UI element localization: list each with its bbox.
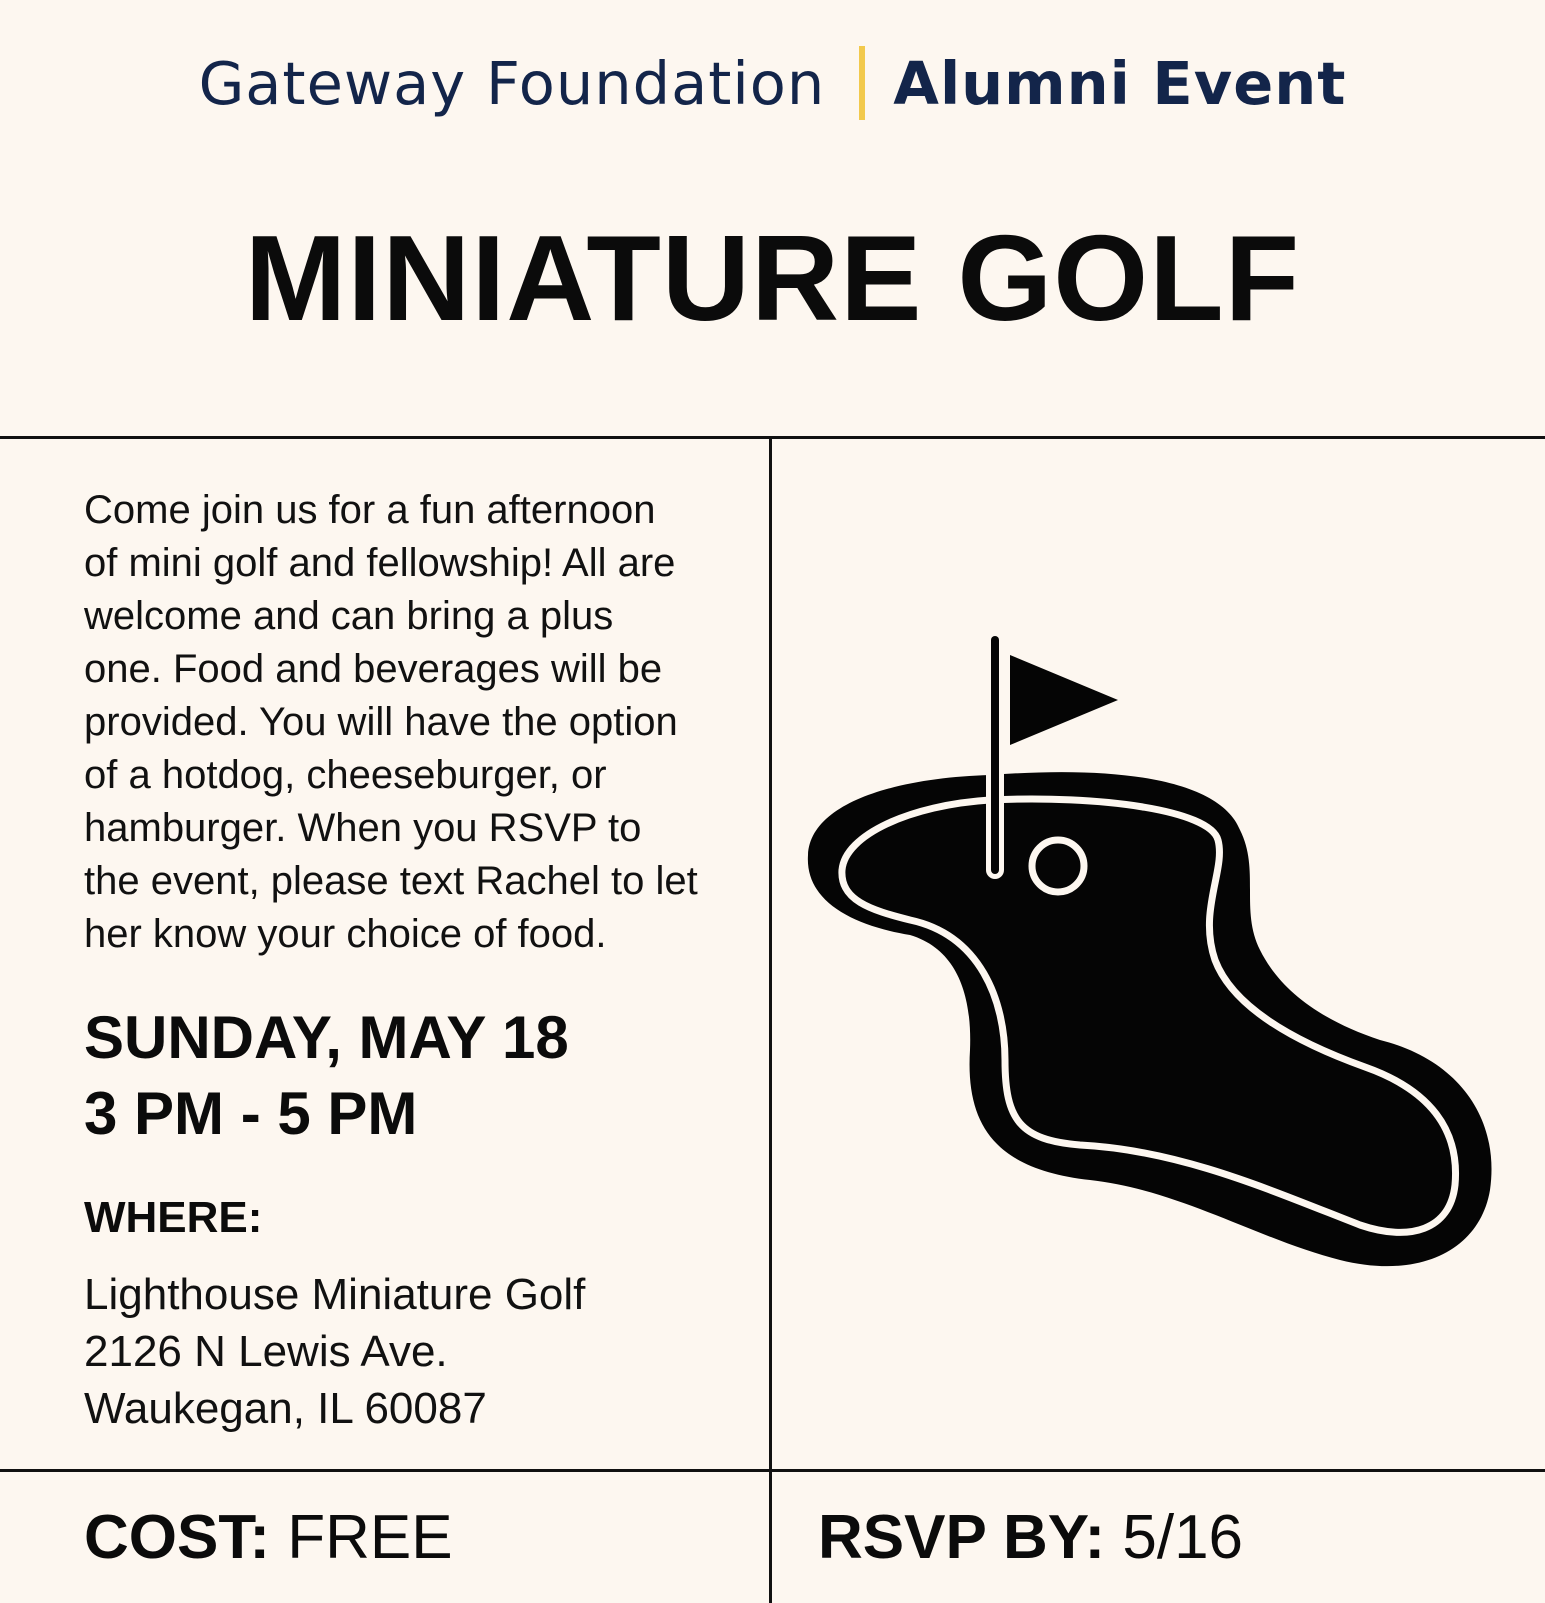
address-line: Waukegan, IL 60087: [84, 1384, 487, 1433]
event-time: 3 PM - 5 PM: [84, 1080, 418, 1147]
header: [0, 40, 1545, 126]
address-line: 2126 N Lewis Ave.: [84, 1327, 448, 1376]
where-label: WHERE:: [84, 1193, 263, 1242]
event-description: Come join us for a fun afternoon of mini golf and fellowship! All are welcome and can bring a plus one. Food and beverages will be provided. You will have the option of a hotdog, cheeseburger, or hamburger. When you RSVP to the event, please text Rachel to let her know your choice of food.: [84, 488, 698, 956]
cost-label: COST:: [84, 1503, 270, 1572]
rsvp-label: RSVP BY:: [818, 1503, 1106, 1572]
cost-value: FREE: [287, 1503, 453, 1572]
divider-bottom: [0, 1469, 1545, 1472]
divider-top: [0, 436, 1545, 439]
event-kind: Alumni Event: [893, 48, 1347, 118]
address-line: Lighthouse Miniature Golf: [84, 1270, 586, 1319]
rsvp-value: 5/16: [1122, 1503, 1244, 1572]
header-divider: [859, 46, 865, 120]
event-date: SUNDAY, MAY 18: [84, 1004, 569, 1071]
rsvp-info: [818, 1500, 1243, 1576]
venue-address: [84, 1266, 585, 1437]
event-title: MINIATURE GOLF: [244, 210, 1301, 346]
cost-info: [84, 1500, 453, 1576]
event-schedule: [84, 1000, 569, 1152]
org-name: Gateway Foundation: [198, 48, 826, 118]
divider-vertical: [769, 436, 772, 1603]
mini-golf-green-icon: [800, 630, 1500, 1290]
